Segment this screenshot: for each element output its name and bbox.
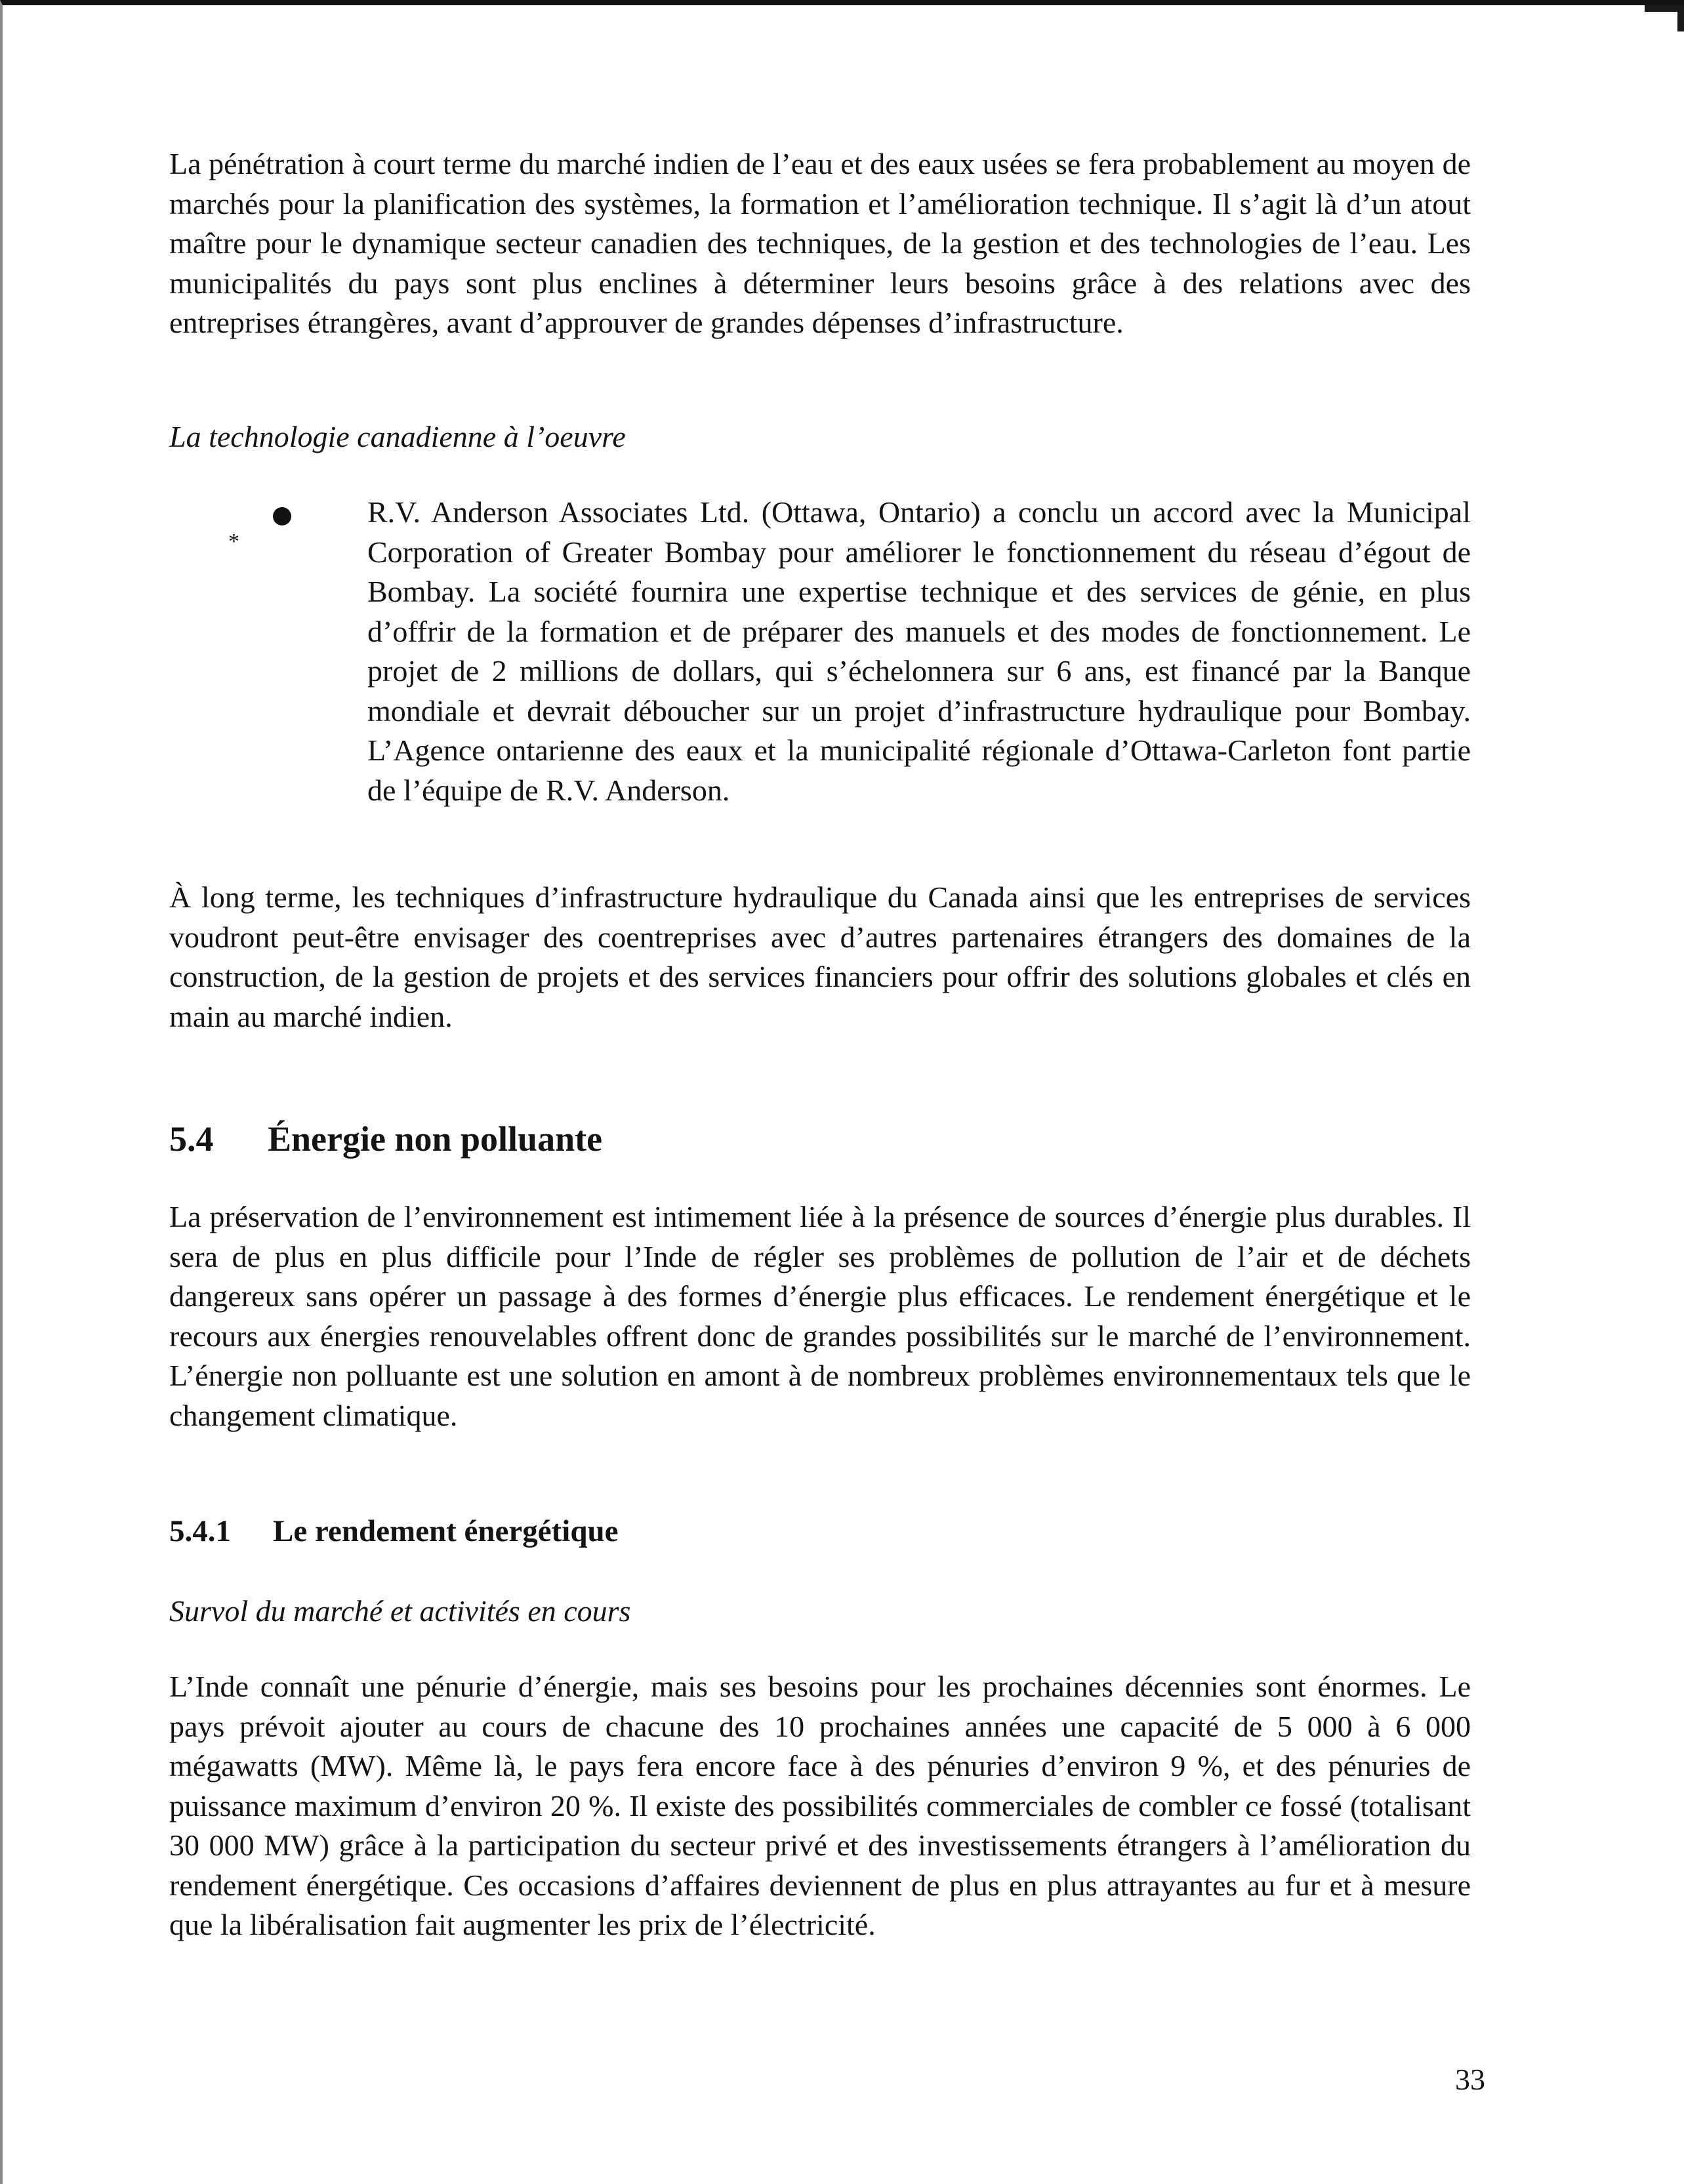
bullet-text: R.V. Anderson Associates Ltd. (Ottawa, Ontario) a conclu un accord avec la Municipal Corporation of Greater Bombay pour améliorer le fonctionnement du réseau d’égout de Bombay. La société fournira une expertise technique et des services de génie, en plus d’offrir de la formation et de préparer des manuels et des modes de fonctionnement. Le projet de 2 millions de dollars, qui s’échelonnera sur 6 ans, est financé par la Banque mondiale et devrait déboucher sur un projet d’infrastructure hydraulique pour Bombay. L’Agence ontarienne des eaux et la municipalité régionale d’Ottawa-Carleton font partie de l’équipe de R.V. Anderson. — [367, 495, 1471, 807]
paragraph-long-term — [169, 878, 1471, 1037]
paragraph-long-term-text: À long terme, les techniques d’infrastructure hydraulique du Canada ainsi que les entreprises de services voudront peut-être envisager des coentreprises avec d’autres partenaires étrangers des domaines de la construction, de la gestion de projets et des services financiers pour offrir des solutions globales et clés en main au marché indien. — [169, 880, 1471, 1033]
paragraph-energy-intro-text: La préservation de l’environnement est intimement liée à la présence de sources d’énergie plus durables. Il sera de plus en plus difficile pour l’Inde de régler ses problèmes de pollution de l’air et de déchets dangereux sans opérer un passage à des formes d’énergie plus efficaces. Le rendement énergétique et le recours aux énergies renouvelables offrent donc de grandes possibilités sur le marché de l’environnement. L’énergie non polluante est une solution en amont à de nombreux problèmes environnementaux tels que le changement climatique. — [169, 1200, 1471, 1432]
subsection-title: Le rendement énergétique — [273, 1514, 619, 1548]
margin-asterisk-icon: * — [228, 529, 239, 554]
subhead-market-overview: Survol du marché et activités en cours — [169, 1594, 631, 1628]
subhead-tech-at-work: La technologie canadienne à l’oeuvre — [169, 420, 626, 453]
paragraph-shortage — [169, 1667, 1471, 1945]
subsection-heading — [169, 1512, 618, 1551]
paragraph-energy-intro — [169, 1197, 1471, 1435]
bullet-dot-icon — [273, 507, 291, 525]
section-heading — [169, 1116, 602, 1162]
scan-corner-mark — [1645, 5, 1684, 31]
section-title: Énergie non polluante — [268, 1119, 603, 1159]
page-number: 33 — [1455, 2063, 1485, 2096]
subsection-number: 5.4.1 — [169, 1514, 231, 1548]
section-number: 5.4 — [169, 1119, 214, 1159]
paragraph-intro — [169, 144, 1471, 343]
paragraph-intro-text: La pénétration à court terme du marché indien de l’eau et des eaux usées se fera probablement au moyen de marchés pour la planification des systèmes, la formation et l’amélioration technique. Il s’agit là d’un atout maître pour le dynamique secteur canadien des techniques, de la gestion et des technologies de l’eau. Les municipalités du pays sont plus enclines à déterminer leurs besoins grâce à des relations avec des entreprises étrangères, avant d’approuver de grandes dépenses d’infrastructure. — [169, 147, 1471, 339]
paragraph-shortage-text: L’Inde connaît une pénurie d’énergie, mais ses besoins pour les prochaines décennies sont énormes. Le pays prévoit ajouter au cours de chacune des 10 prochaines années une capacité de 5 000 à 6 000 mégawatts (MW). Même là, le pays fera encore face à des pénuries d’environ 9 %, et des pénuries de puissance maximum d’environ 20 %. Il existe des possibilités commerciales de combler ce fossé (totalisant 30 000 MW) grâce à la participation du secteur privé et des investissements étrangers à l’amélioration du rendement énergétique. Ces occasions d’affaires deviennent de plus en plus attrayantes au fur et à mesure que la libéralisation fait augmenter les prix de l’électricité. — [169, 1670, 1471, 1941]
